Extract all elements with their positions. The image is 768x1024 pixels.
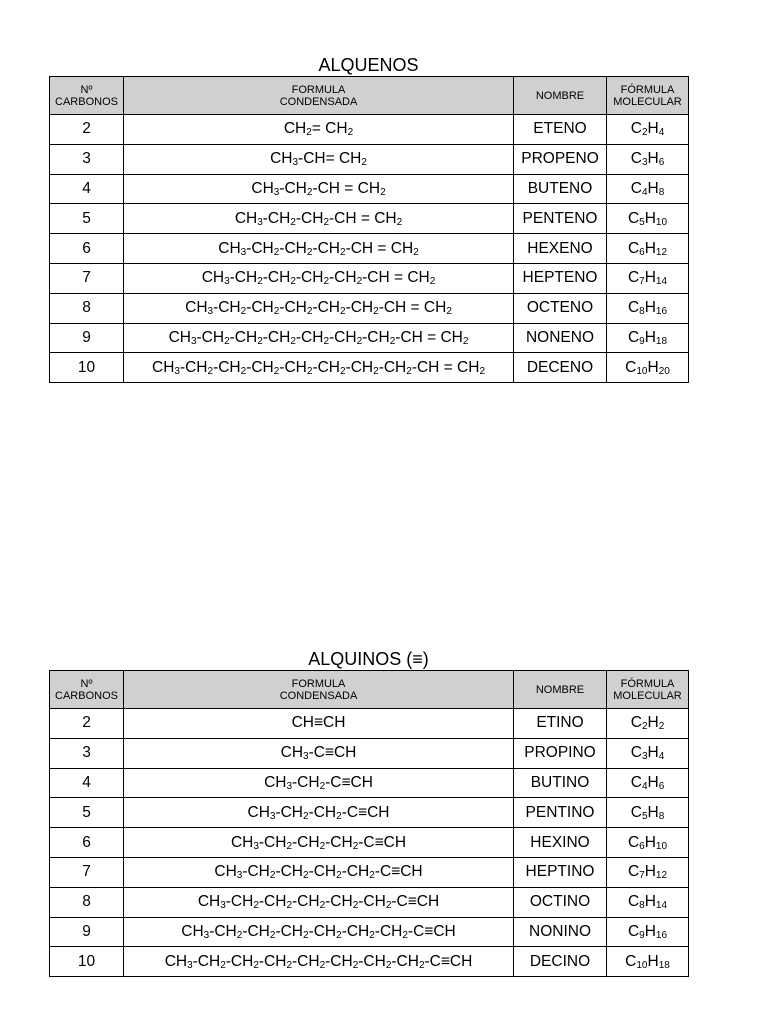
- table-row: [50, 323, 689, 353]
- molecular-formula-cell: $C_4H_8$: [607, 174, 689, 204]
- alquenos-table: [49, 76, 689, 383]
- carbon-count-cell: 2: [50, 115, 124, 145]
- alquinos-table: [49, 670, 689, 977]
- name-cell: DECENO: [514, 353, 607, 383]
- formula-cell: $CH_3-CH_2-CH_2-CH_2-CH_2-C\equiv CH$: [124, 857, 514, 887]
- name-cell: HEPTINO: [514, 857, 607, 887]
- carbon-count-cell: 4: [50, 768, 124, 798]
- carbon-count-cell: 10: [50, 947, 124, 977]
- name-cell: NONENO: [514, 323, 607, 353]
- molecular-formula-cell: $C_5H_8$: [607, 798, 689, 828]
- name-cell: HEPTENO: [514, 263, 607, 293]
- table-row: [50, 174, 689, 204]
- formula-cell: $CH_3-CH_2-CH_2-CH_2-CH = CH_2$: [124, 234, 514, 264]
- formula-cell: $CH_3-CH_2-CH_2-CH_2-CH_2-CH = CH_2$: [124, 263, 514, 293]
- carbon-count-cell: 5: [50, 204, 124, 234]
- table-row: [50, 828, 689, 858]
- carbon-count-cell: 7: [50, 857, 124, 887]
- name-cell: PENTENO: [514, 204, 607, 234]
- header-carbonos: Nº CARBONOS: [50, 77, 124, 115]
- formula-cell: $CH_3-CH_2-CH_2-CH_2-CH_2-CH_2-CH_2-CH_2-CH = CH_2$: [124, 353, 514, 383]
- table-row: [50, 234, 689, 264]
- formula-cell: $CH_3-CH_2-CH_2-CH_2-C\equiv CH$: [124, 828, 514, 858]
- table-row: [50, 293, 689, 323]
- molecular-formula-cell: $C_3H_4$: [607, 738, 689, 768]
- formula-cell: CH≡CH: [124, 709, 514, 739]
- formula-cell: $CH_2= CH_2$: [124, 115, 514, 145]
- carbon-count-cell: 5: [50, 798, 124, 828]
- carbon-count-cell: 4: [50, 174, 124, 204]
- formula-cell: $CH_3-CH= CH_2$: [124, 144, 514, 174]
- name-cell: BUTINO: [514, 768, 607, 798]
- alquinos-title: ALQUINOS (≡): [308, 649, 429, 669]
- carbon-count-cell: 9: [50, 323, 124, 353]
- name-cell: ETINO: [514, 709, 607, 739]
- alquenos-section: [49, 54, 688, 383]
- molecular-formula-cell: $C_5H_{10}$: [607, 204, 689, 234]
- table-row: [50, 115, 689, 145]
- carbon-count-cell: 8: [50, 887, 124, 917]
- molecular-formula-cell: $C_{10}H_{20}$: [607, 353, 689, 383]
- molecular-formula-cell: $C_{10}H_{18}$: [607, 947, 689, 977]
- alquenos-title: ALQUENOS: [318, 55, 419, 75]
- header-nombre: NOMBRE: [514, 77, 607, 115]
- table-row: [50, 353, 689, 383]
- table-row: [50, 263, 689, 293]
- name-cell: DECINO: [514, 947, 607, 977]
- molecular-formula-cell: $C_8H_{14}$: [607, 887, 689, 917]
- carbon-count-cell: 8: [50, 293, 124, 323]
- carbon-count-cell: 6: [50, 828, 124, 858]
- header-row: [50, 671, 689, 709]
- carbon-count-cell: 10: [50, 353, 124, 383]
- header-row: [50, 77, 689, 115]
- formula-cell: $CH_3-CH_2-CH_2-CH = CH_2$: [124, 204, 514, 234]
- table-row: [50, 947, 689, 977]
- molecular-formula-cell: $C_6H_{10}$: [607, 828, 689, 858]
- name-cell: HEXINO: [514, 828, 607, 858]
- table-row: [50, 204, 689, 234]
- name-cell: HEXENO: [514, 234, 607, 264]
- molecular-formula-cell: $C_3H_6$: [607, 144, 689, 174]
- table-row: [50, 857, 689, 887]
- table-row: [50, 798, 689, 828]
- table-row: [50, 709, 689, 739]
- formula-cell: $CH_3-CH_2-CH_2-CH_2-CH_2-CH_2-CH_2-CH = CH_2$: [124, 323, 514, 353]
- name-cell: PROPINO: [514, 738, 607, 768]
- table-row: [50, 738, 689, 768]
- formula-cell: $CH_3-CH_2-CH_2-CH_2-CH_2-CH_2-CH = CH_2$: [124, 293, 514, 323]
- alquinos-section: [49, 648, 688, 977]
- name-cell: OCTINO: [514, 887, 607, 917]
- header-formula: FORMULA CONDENSADA: [124, 671, 514, 709]
- molecular-formula-cell: $C_2H_2$: [607, 709, 689, 739]
- formula-cell: $CH_3-CH_2-CH_2-CH_2-CH_2-CH_2-CH_2-C\equiv CH$: [124, 917, 514, 947]
- molecular-formula-cell: $C_7H_{12}$: [607, 857, 689, 887]
- header-formula: FORMULA CONDENSADA: [124, 77, 514, 115]
- formula-cell: $CH_3-CH_2-C\equiv CH$: [124, 768, 514, 798]
- name-cell: BUTENO: [514, 174, 607, 204]
- molecular-formula-cell: $C_9H_{16}$: [607, 917, 689, 947]
- name-cell: OCTENO: [514, 293, 607, 323]
- formula-cell: $CH_3-CH_2-CH = CH_2$: [124, 174, 514, 204]
- carbon-count-cell: 6: [50, 234, 124, 264]
- table-row: [50, 768, 689, 798]
- name-cell: ETENO: [514, 115, 607, 145]
- name-cell: PENTINO: [514, 798, 607, 828]
- table-row: [50, 887, 689, 917]
- formula-cell: $CH_3-CH_2-CH_2-CH_2-CH_2-CH_2-CH_2-CH_2-C\equiv CH$: [124, 947, 514, 977]
- formula-cell: $CH_3-CH_2-CH_2-C\equiv CH$: [124, 798, 514, 828]
- formula-cell: $CH_3-C\equiv CH$: [124, 738, 514, 768]
- carbon-count-cell: 3: [50, 144, 124, 174]
- carbon-count-cell: 7: [50, 263, 124, 293]
- header-carbonos: Nº CARBONOS: [50, 671, 124, 709]
- molecular-formula-cell: $C_8H_{16}$: [607, 293, 689, 323]
- molecular-formula-cell: $C_2H_4$: [607, 115, 689, 145]
- molecular-formula-cell: $C_7H_{14}$: [607, 263, 689, 293]
- table-row: [50, 144, 689, 174]
- name-cell: PROPENO: [514, 144, 607, 174]
- formula-cell: $CH_3-CH_2-CH_2-CH_2-CH_2-CH_2-C\equiv CH$: [124, 887, 514, 917]
- carbon-count-cell: 2: [50, 709, 124, 739]
- carbon-count-cell: 3: [50, 738, 124, 768]
- carbon-count-cell: 9: [50, 917, 124, 947]
- molecular-formula-cell: $C_6H_{12}$: [607, 234, 689, 264]
- header-nombre: NOMBRE: [514, 671, 607, 709]
- name-cell: NONINO: [514, 917, 607, 947]
- molecular-formula-cell: $C_9H_{18}$: [607, 323, 689, 353]
- molecular-formula-cell: $C_4H_6$: [607, 768, 689, 798]
- table-row: [50, 917, 689, 947]
- header-molecular: FÓRMULA MOLECULAR: [607, 77, 689, 115]
- header-molecular: FÓRMULA MOLECULAR: [607, 671, 689, 709]
